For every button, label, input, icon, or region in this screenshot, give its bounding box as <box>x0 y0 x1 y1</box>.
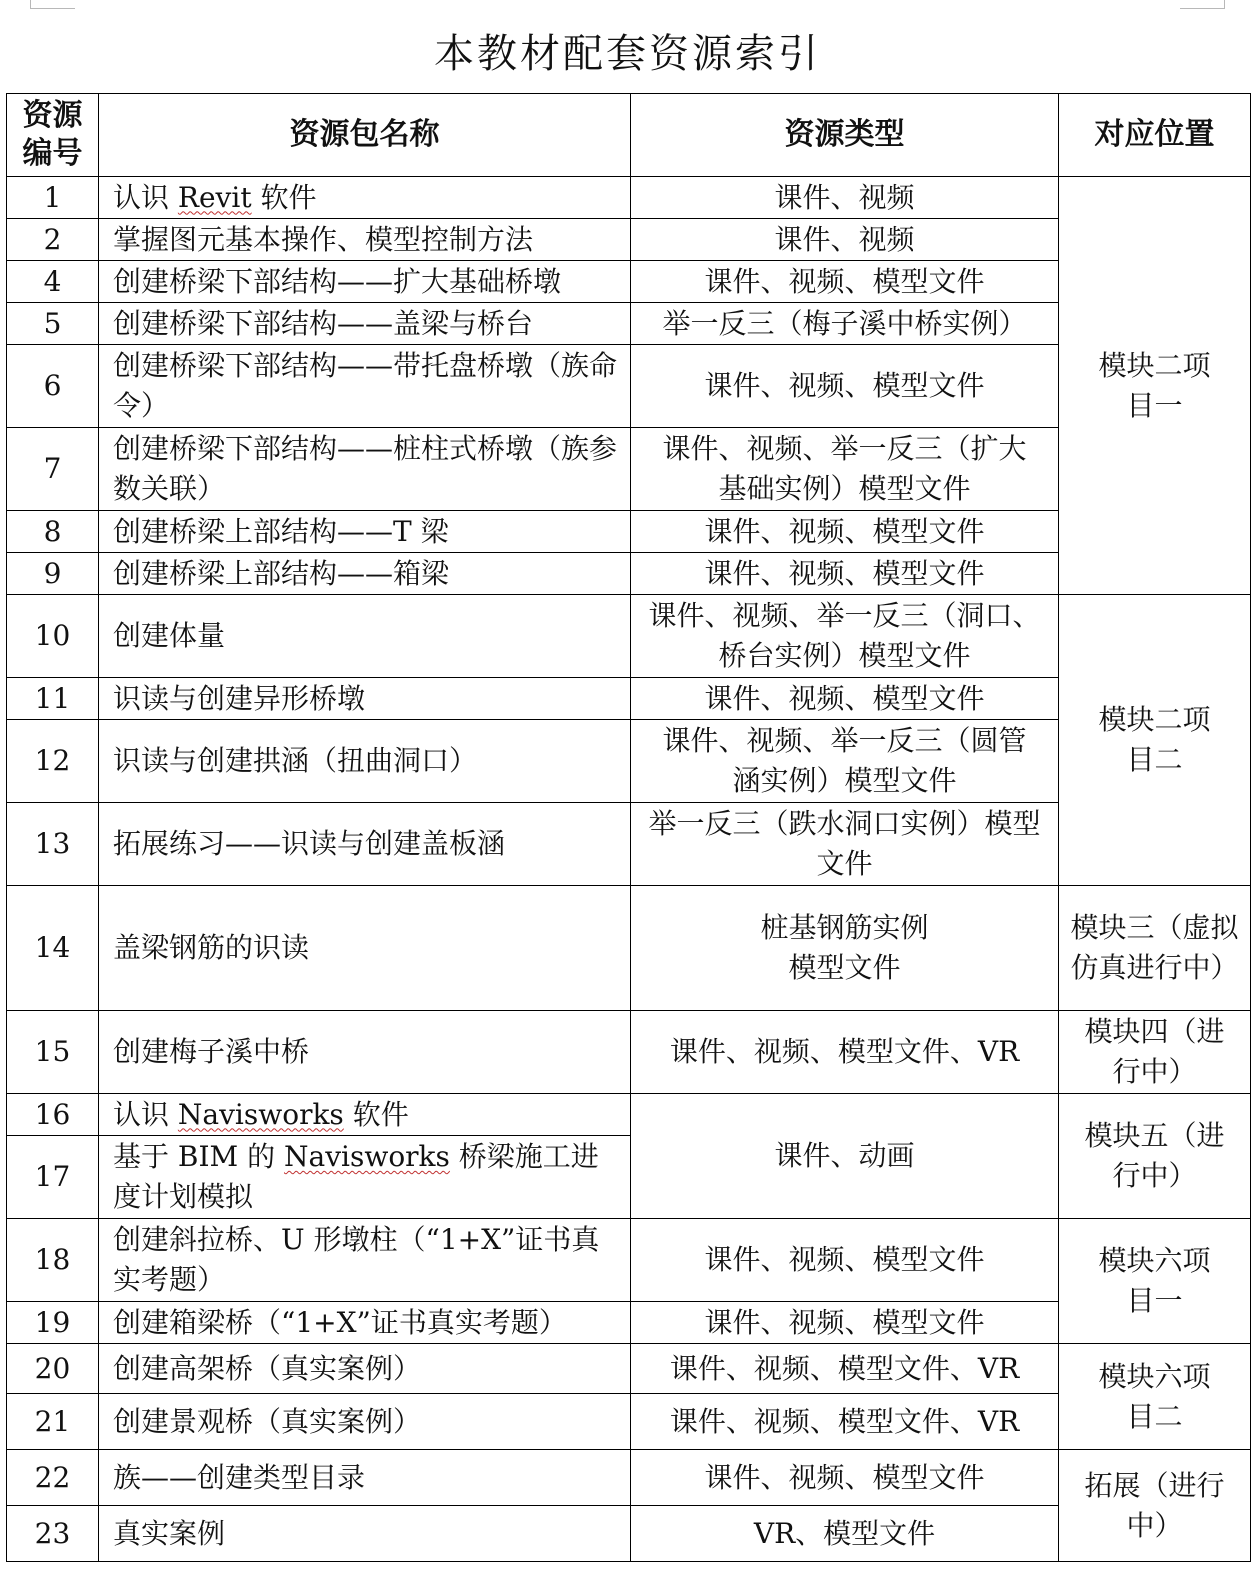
row-type: VR、模型文件 <box>631 1506 1059 1562</box>
row-name: 创建桥梁下部结构——带托盘桥墩（族命令） <box>99 345 631 428</box>
row-name: 创建桥梁下部结构——桩柱式桥墩（族参数关联） <box>99 428 631 511</box>
row-name: 认识 Revit 软件 <box>99 177 631 219</box>
row-name: 认识 Navisworks 软件 <box>99 1094 631 1136</box>
table-row <box>7 595 1251 678</box>
row-name: 创建箱梁桥（“1+X”证书真实考题） <box>99 1302 631 1344</box>
position-cell: 模块二项目二 <box>1059 595 1251 886</box>
header-position: 对应位置 <box>1059 94 1251 177</box>
row-type: 课件、视频、模型文件 <box>631 553 1059 595</box>
row-id: 10 <box>7 595 99 678</box>
table-row <box>7 177 1251 219</box>
row-type: 课件、视频、举一反三（圆管涵实例）模型文件 <box>631 720 1059 803</box>
position-cell: 拓展（进行中） <box>1059 1450 1251 1562</box>
position-cell: 模块六项目二 <box>1059 1344 1251 1450</box>
row-type: 课件、视频、模型文件 <box>631 511 1059 553</box>
row-name: 创建梅子溪中桥 <box>99 1011 631 1094</box>
position-cell: 模块三（虚拟仿真进行中） <box>1059 886 1251 1011</box>
corner-mark-left <box>30 0 75 9</box>
row-id: 12 <box>7 720 99 803</box>
row-type: 课件、动画 <box>631 1094 1059 1219</box>
row-name: 拓展练习——识读与创建盖板涵 <box>99 803 631 886</box>
row-id: 16 <box>7 1094 99 1136</box>
row-type: 课件、视频、举一反三（洞口、桥台实例）模型文件 <box>631 595 1059 678</box>
row-name: 识读与创建拱涵（扭曲洞口） <box>99 720 631 803</box>
row-type: 课件、视频、模型文件 <box>631 1302 1059 1344</box>
row-type: 举一反三（跌水洞口实例）模型文件 <box>631 803 1059 886</box>
header-id: 资源编号 <box>7 94 99 177</box>
row-name: 族——创建类型目录 <box>99 1450 631 1506</box>
row-id: 18 <box>7 1219 99 1302</box>
row-id: 11 <box>7 678 99 720</box>
row-name: 真实案例 <box>99 1506 631 1562</box>
row-type: 课件、视频、模型文件、VR <box>631 1011 1059 1094</box>
row-name: 创建景观桥（真实案例） <box>99 1394 631 1450</box>
row-id: 5 <box>7 303 99 345</box>
resource-index-table <box>6 93 1251 1562</box>
position-cell: 模块四（进行中） <box>1059 1011 1251 1094</box>
row-type: 课件、视频 <box>631 177 1059 219</box>
row-name: 基于 BIM 的 Navisworks 桥梁施工进度计划模拟 <box>99 1136 631 1219</box>
row-name: 创建桥梁上部结构——T 梁 <box>99 511 631 553</box>
row-type: 课件、视频、举一反三（扩大基础实例）模型文件 <box>631 428 1059 511</box>
row-id: 4 <box>7 261 99 303</box>
header-row <box>7 94 1251 177</box>
row-type: 举一反三（梅子溪中桥实例） <box>631 303 1059 345</box>
document-title: 本教材配套资源索引 <box>434 31 821 77</box>
row-id: 13 <box>7 803 99 886</box>
row-name: 识读与创建异形桥墩 <box>99 678 631 720</box>
table-row <box>7 886 1251 1011</box>
row-id: 20 <box>7 1344 99 1394</box>
row-id: 1 <box>7 177 99 219</box>
row-name: 创建高架桥（真实案例） <box>99 1344 631 1394</box>
row-id: 14 <box>7 886 99 1011</box>
header-type: 资源类型 <box>631 94 1059 177</box>
row-id: 19 <box>7 1302 99 1344</box>
row-id: 23 <box>7 1506 99 1562</box>
position-cell: 模块五（进行中） <box>1059 1094 1251 1219</box>
row-name: 创建桥梁上部结构——箱梁 <box>99 553 631 595</box>
row-type: 课件、视频、模型文件、VR <box>631 1394 1059 1450</box>
table-row <box>7 1450 1251 1506</box>
row-name: 掌握图元基本操作、模型控制方法 <box>99 219 631 261</box>
row-id: 15 <box>7 1011 99 1094</box>
row-id: 6 <box>7 345 99 428</box>
row-id: 22 <box>7 1450 99 1506</box>
row-id: 2 <box>7 219 99 261</box>
row-name: 创建桥梁下部结构——盖梁与桥台 <box>99 303 631 345</box>
row-id: 9 <box>7 553 99 595</box>
row-type: 桩基钢筋实例 模型文件 <box>631 886 1059 1011</box>
position-cell: 模块二项目一 <box>1059 177 1251 595</box>
row-name: 盖梁钢筋的识读 <box>99 886 631 1011</box>
table-row <box>7 1344 1251 1394</box>
corner-mark-right <box>1180 0 1225 9</box>
row-type: 课件、视频、模型文件 <box>631 678 1059 720</box>
row-name: 创建体量 <box>99 595 631 678</box>
row-id: 17 <box>7 1136 99 1219</box>
row-type: 课件、视频、模型文件 <box>631 1450 1059 1506</box>
row-type: 课件、视频、模型文件、VR <box>631 1344 1059 1394</box>
row-id: 8 <box>7 511 99 553</box>
row-id: 21 <box>7 1394 99 1450</box>
table-row <box>7 1094 1251 1136</box>
table-row <box>7 1011 1251 1094</box>
row-type: 课件、视频、模型文件 <box>631 345 1059 428</box>
row-type: 课件、视频、模型文件 <box>631 1219 1059 1302</box>
row-id: 7 <box>7 428 99 511</box>
row-name: 创建桥梁下部结构——扩大基础桥墩 <box>99 261 631 303</box>
row-type: 课件、视频、模型文件 <box>631 261 1059 303</box>
row-name: 创建斜拉桥、U 形墩柱（“1+X”证书真实考题） <box>99 1219 631 1302</box>
table-row <box>7 1219 1251 1302</box>
header-name: 资源包名称 <box>99 94 631 177</box>
position-cell: 模块六项目一 <box>1059 1219 1251 1344</box>
row-type: 课件、视频 <box>631 219 1059 261</box>
